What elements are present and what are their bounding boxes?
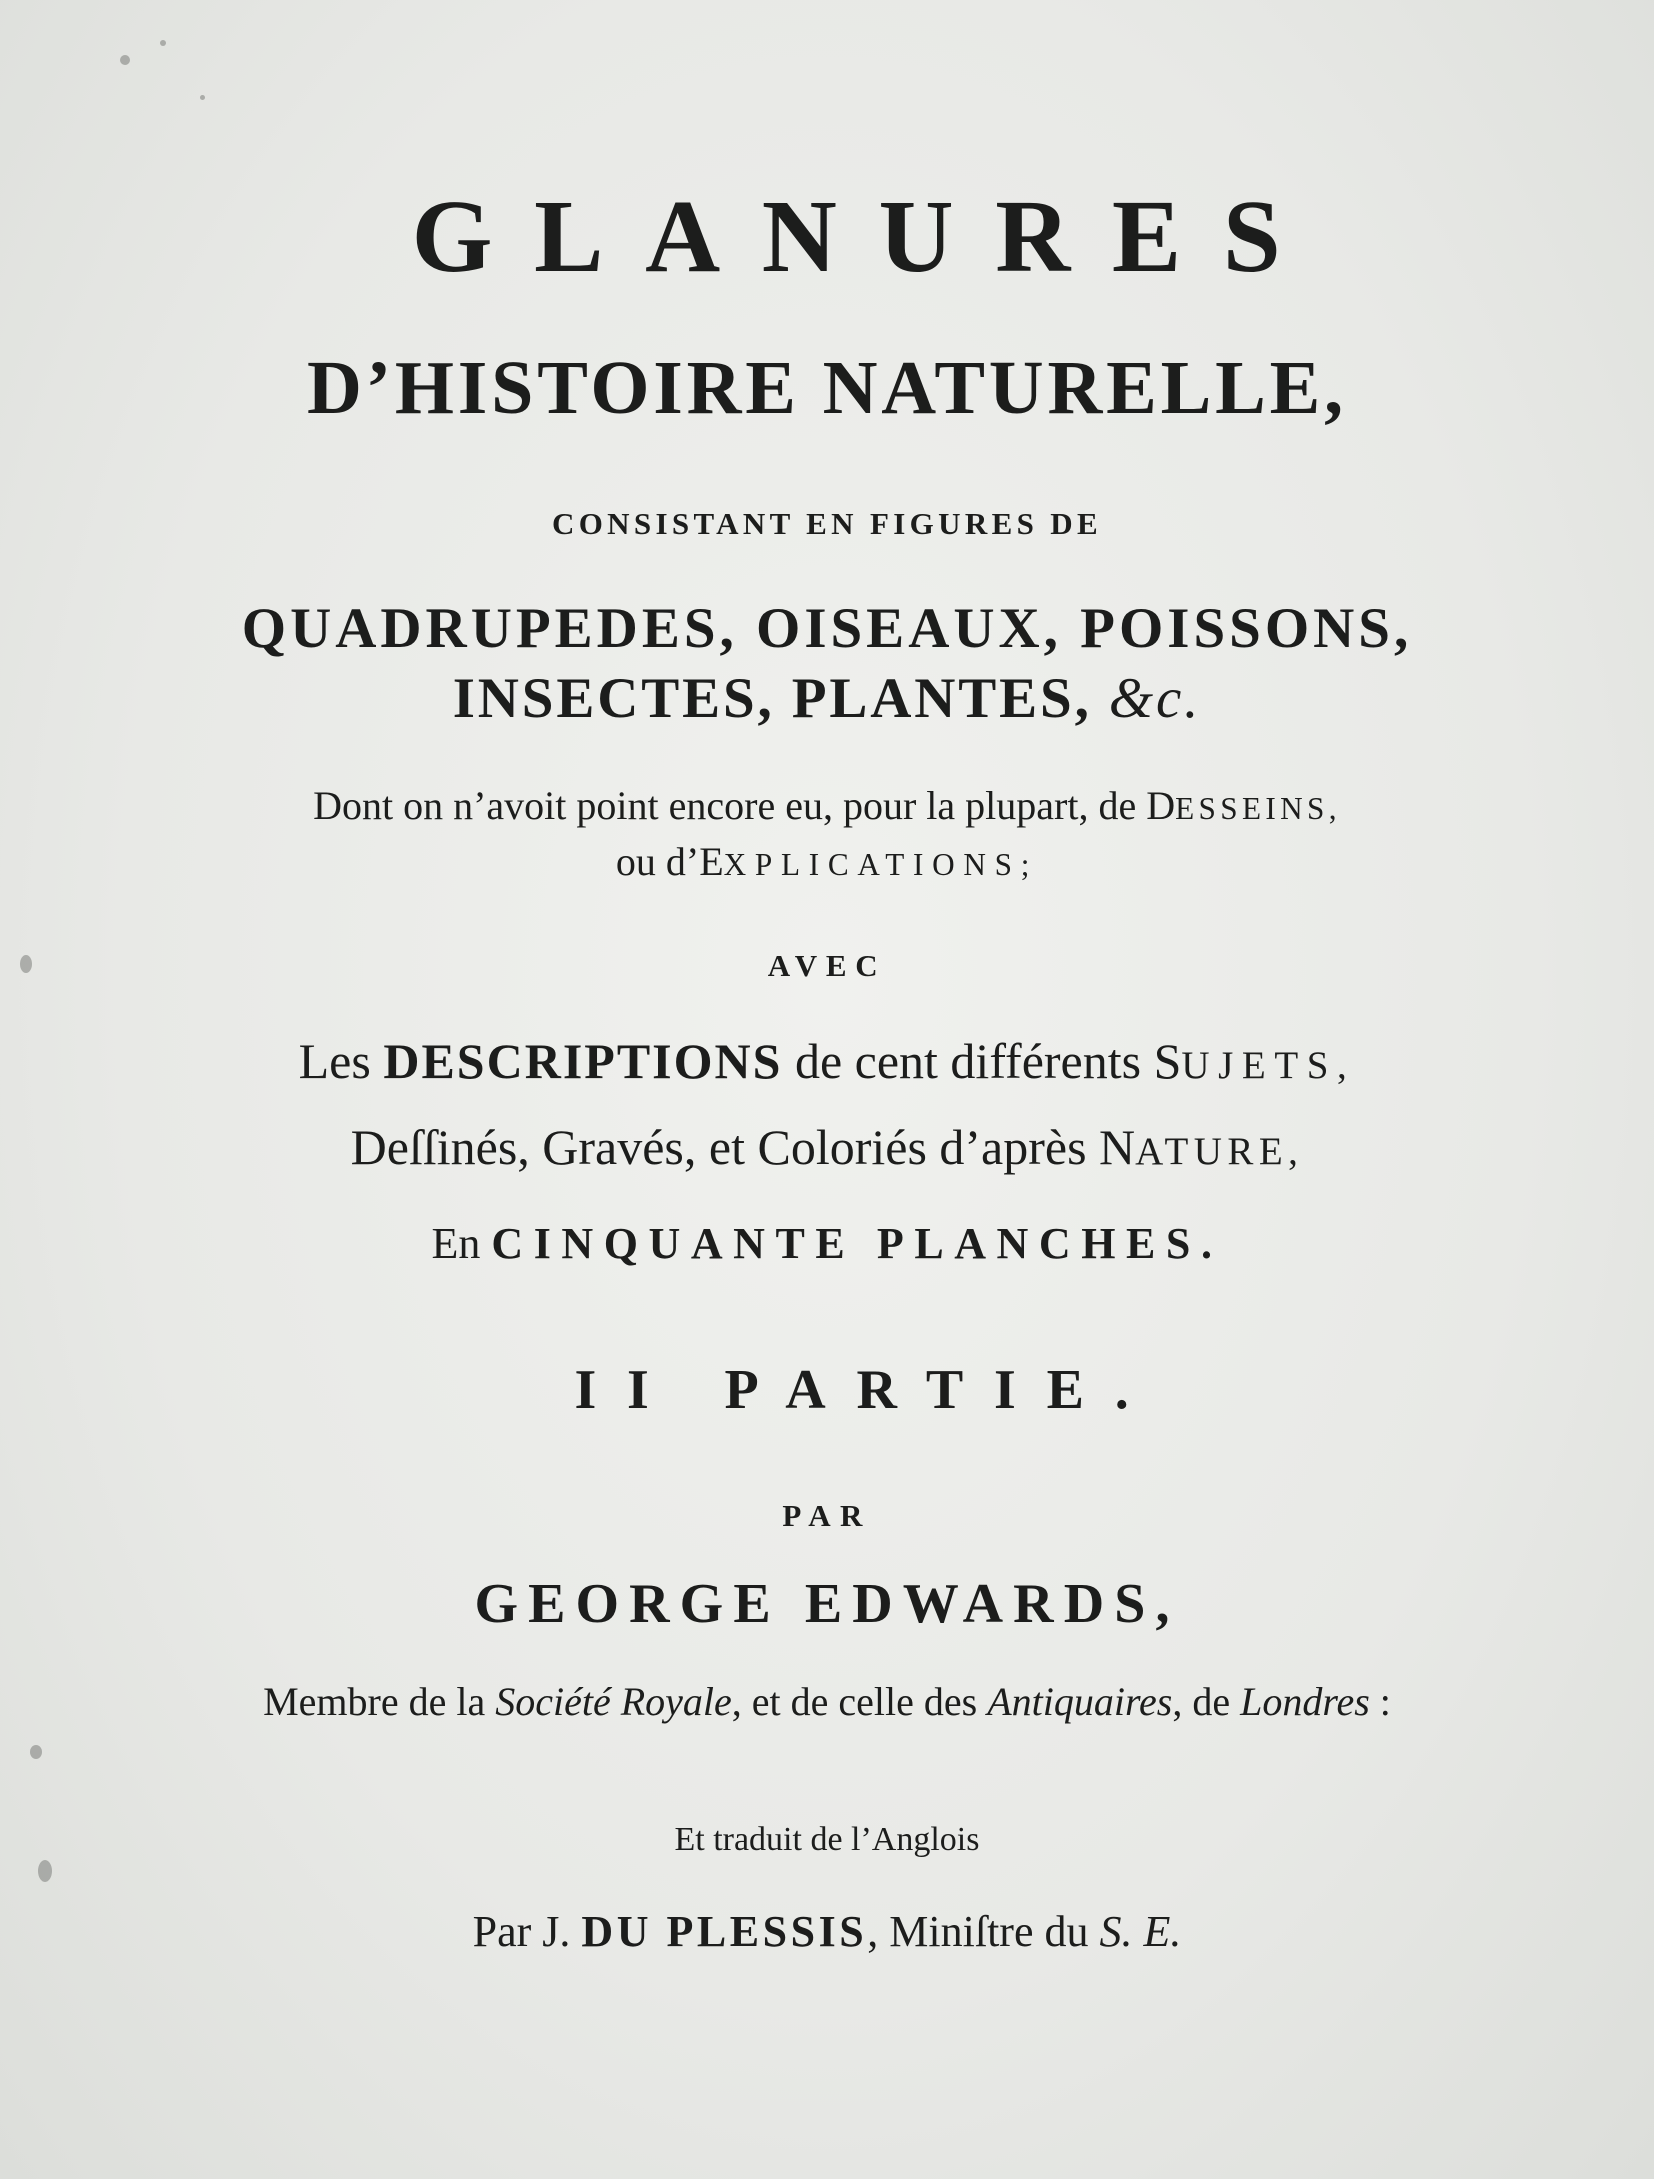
partie: II PARTIE. (574, 1359, 1160, 1421)
membre-antiquaires: Antiquaires (987, 1679, 1173, 1724)
animals-2-text: INSECTES, PLANTES, (452, 667, 1109, 730)
dont-1-smallcaps: ESSEINS, (1175, 791, 1341, 826)
traduit: Et traduit de l’Anglois (674, 1821, 980, 1858)
speck (160, 40, 166, 46)
desc-line-2 (0, 1119, 1654, 1175)
etc-text: &c. (1108, 667, 1202, 730)
membre-text-4: : (1369, 1679, 1391, 1724)
desc-1-text: de cent différents (782, 1033, 1154, 1089)
speck (30, 1745, 42, 1759)
desc-1-cap: S (1153, 1033, 1182, 1089)
translator-text-2: , Miniſtre du (867, 1907, 1100, 1956)
line-consistant: CONSISTANT EN FIGURES DE (551, 506, 1103, 541)
dont-2-cap: E (699, 839, 724, 884)
desc-2-text: Deſſinés, Gravés, et Coloriés d’après (350, 1119, 1100, 1175)
speck (200, 95, 205, 100)
dont-line-1 (0, 783, 1654, 828)
membre-societe: Société Royale (495, 1679, 732, 1724)
desc-line-3 (0, 1219, 1654, 1268)
membre-line (0, 1679, 1654, 1724)
subtitle: D’HISTOIRE NATURELLE, (307, 346, 1347, 430)
translator-text-1: Par J. (472, 1907, 582, 1956)
translator-se: S. E. (1099, 1907, 1182, 1956)
desc-line-1 (0, 1033, 1654, 1089)
speck (38, 1860, 52, 1882)
membre-text-1: Membre de la (263, 1679, 496, 1724)
membre-text-2: , et de celle des (731, 1679, 988, 1724)
desc-1-les: Les (298, 1033, 384, 1089)
author: GEORGE EDWARDS, (474, 1573, 1180, 1635)
dont-line-2 (0, 839, 1654, 884)
membre-text-3: , de (1172, 1679, 1241, 1724)
desc-3-en: En (431, 1219, 492, 1268)
desc-1-descriptions: DESCRIPTIONS (383, 1033, 783, 1089)
dont-2-text: ou d’ (615, 839, 700, 884)
dont-2-smallcaps: XPLICATIONS; (723, 847, 1039, 882)
dont-1-cap: D (1146, 783, 1176, 828)
membre-londres: Londres (1240, 1679, 1370, 1724)
par: PAR (782, 1498, 872, 1533)
desc-1-smallcaps: UJETS, (1181, 1044, 1356, 1087)
desc-2-cap: N (1099, 1119, 1136, 1175)
desc-2-smallcaps: ATURE, (1135, 1130, 1304, 1173)
desc-3-planches: CINQUANTE PLANCHES. (491, 1219, 1223, 1268)
dont-1-text: Dont on n’avoit point encore eu, pour la plupart, de (313, 783, 1147, 828)
translator-line (0, 1907, 1654, 1956)
speck (120, 55, 130, 65)
title: GLANURES (411, 179, 1323, 294)
translator-name: DU PLESSIS (581, 1907, 868, 1956)
avec: AVEC (767, 948, 887, 983)
line-animals-1: QUADRUPEDES, OISEAUX, POISSONS, (241, 597, 1413, 660)
line-animals-2 (0, 667, 1654, 730)
